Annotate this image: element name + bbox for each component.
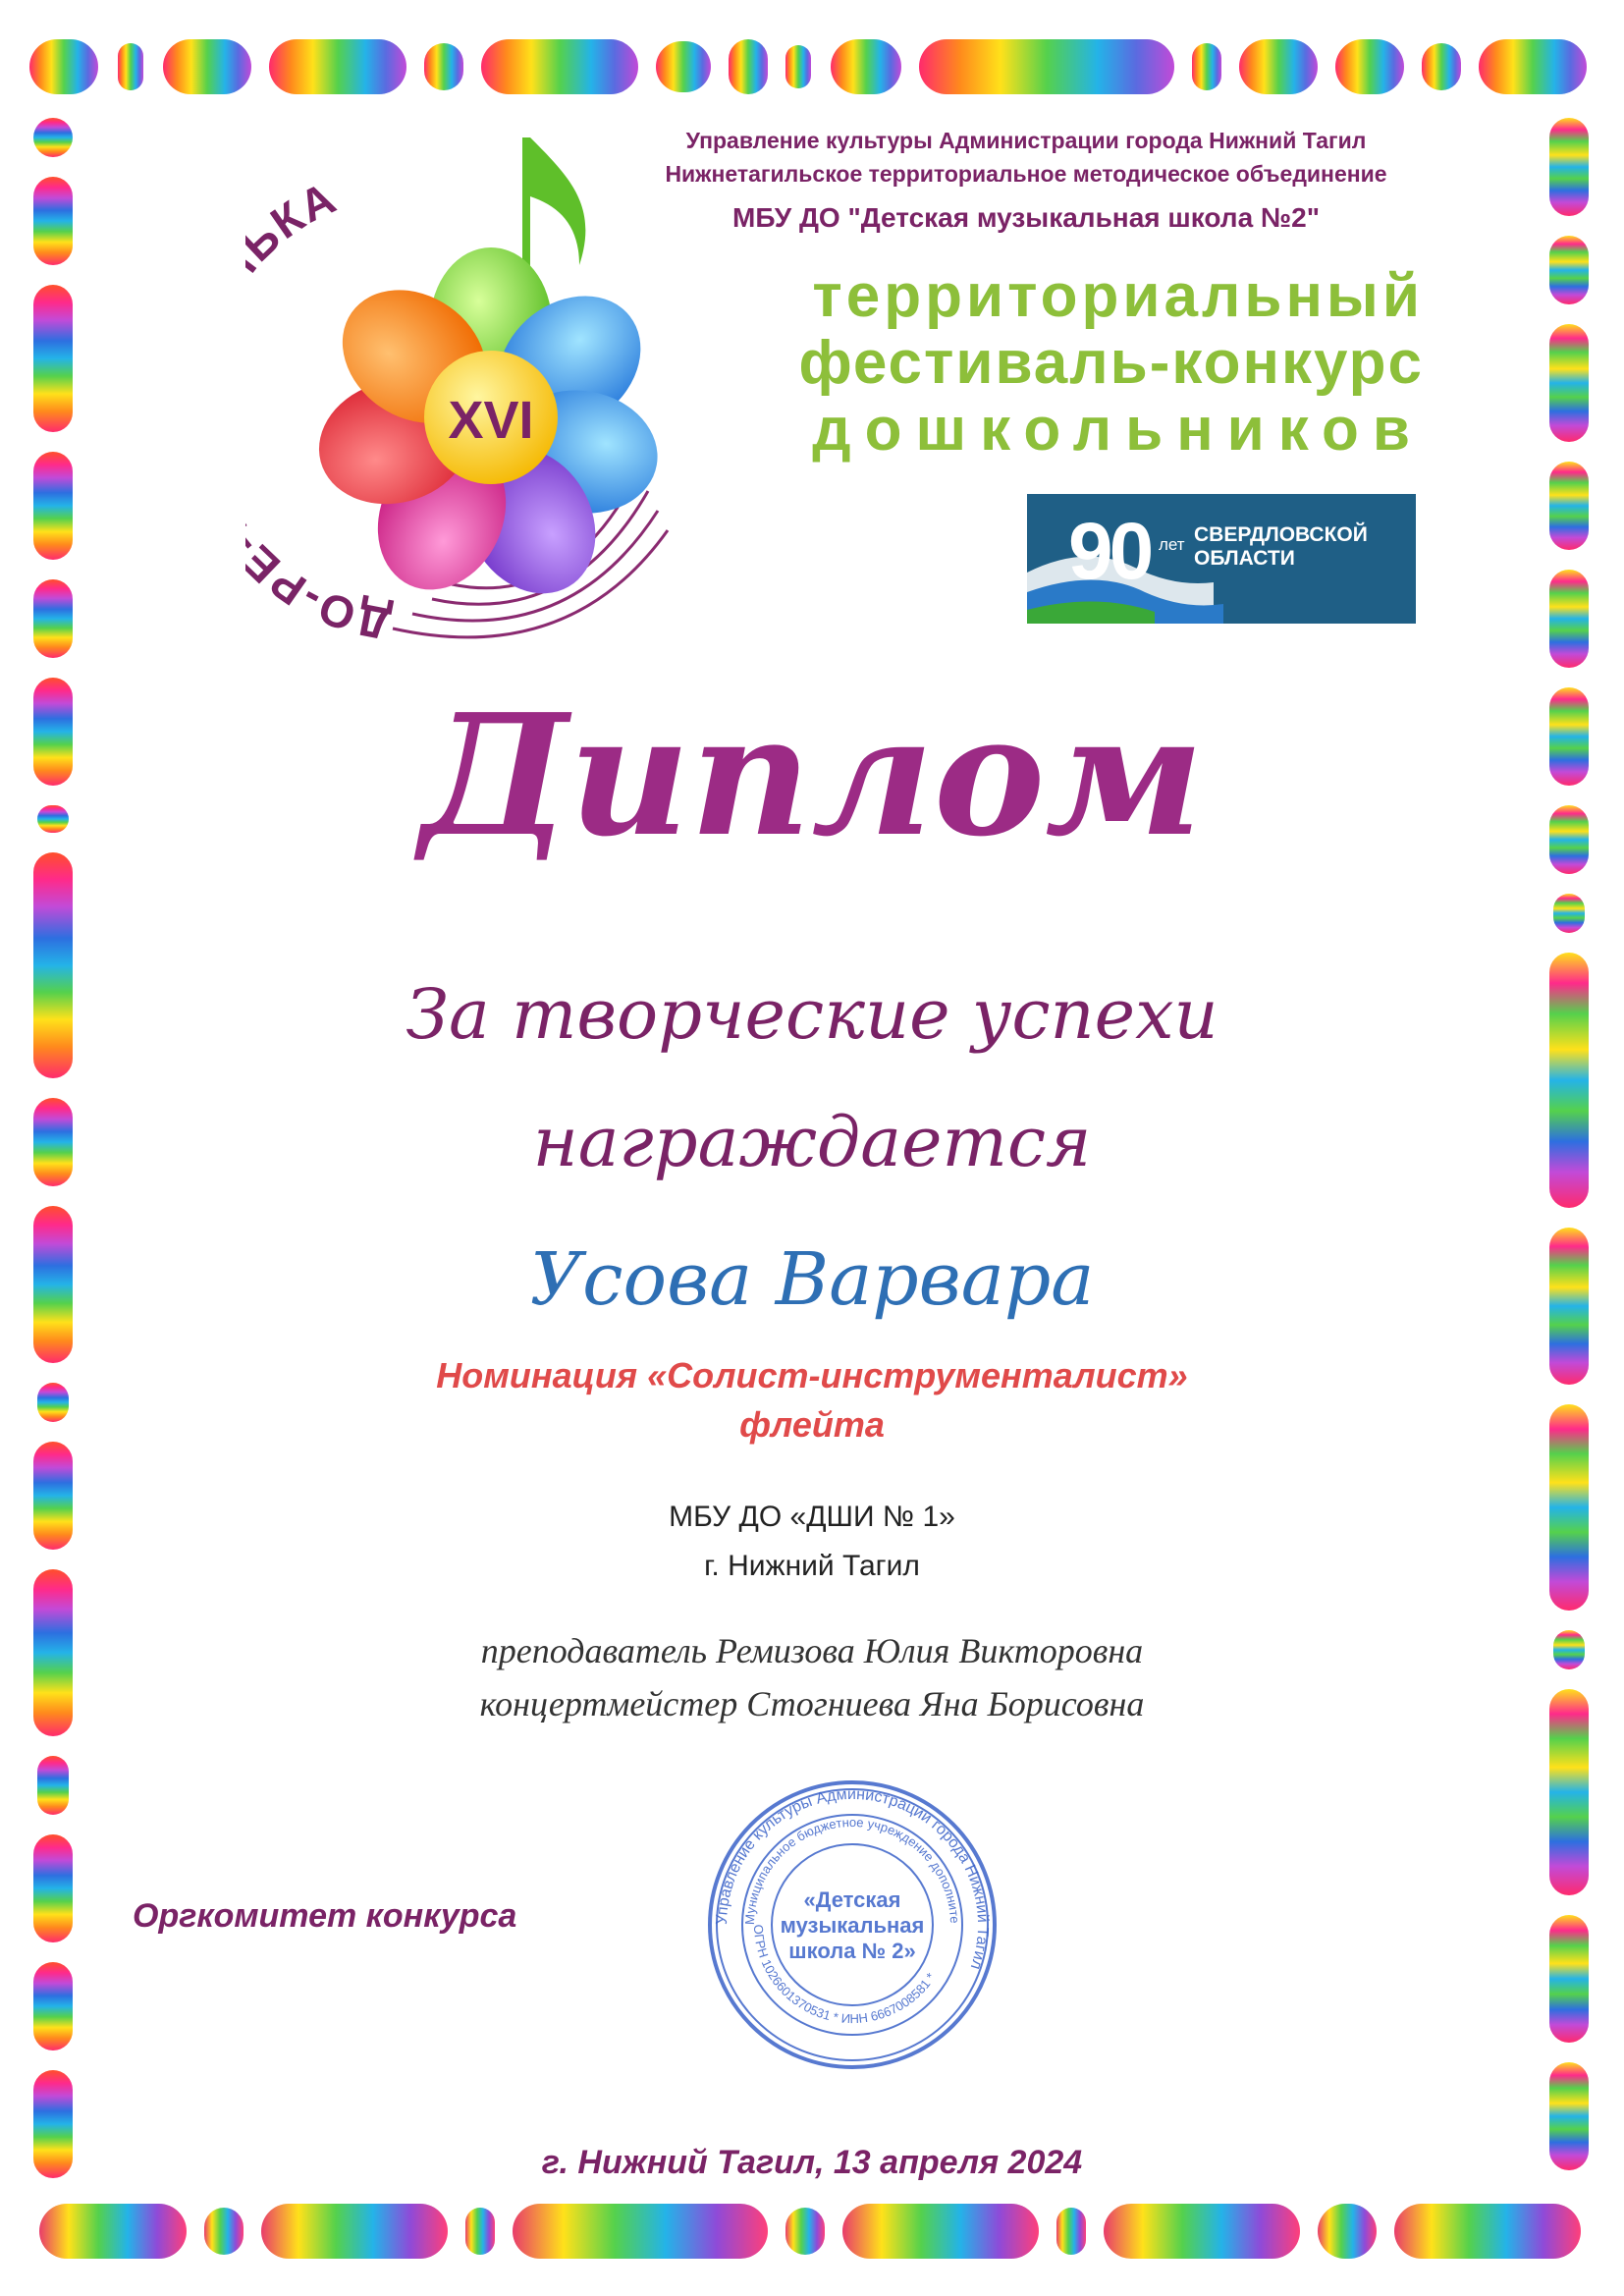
stamp-center-2: музыкальная — [780, 1913, 925, 1938]
festival-title — [628, 263, 1424, 464]
anniversary-number: 90 — [1068, 507, 1151, 596]
nomination: Номинация «Солист-инструменталист» — [436, 1355, 1188, 1395]
stamp-codes: ОГРН 1026601370531 * ИНН 6667008581 * — [750, 1924, 939, 2027]
diploma-title: Диплом — [420, 678, 1204, 874]
school-line: МБУ ДО "Детская музыкальная школа №2" — [732, 202, 1320, 233]
recipient-school: МБУ ДО «ДШИ № 1» — [669, 1501, 955, 1533]
region-line-1: СВЕРДЛОВСКОЙ — [1194, 523, 1368, 546]
accompanist: концертмейстер Стогниева Яна Борисовна — [479, 1684, 1145, 1723]
festival-title-line-3: дошкольников — [812, 396, 1424, 464]
stamp-outer-text: Управление культуры Администрации города Нижний Тагил — [713, 1785, 992, 1972]
org-line-2: Нижнетагильское территориальное методическое объединение — [665, 161, 1387, 187]
festival-title-line-1: территориальный — [812, 262, 1424, 330]
official-stamp — [705, 1777, 1000, 2072]
edition-number: XVI — [448, 391, 534, 450]
stamp-center-3: школа № 2» — [788, 1939, 916, 1963]
diploma-subtitle-2: награждается — [532, 1102, 1092, 1182]
anniversary-badge — [1027, 494, 1416, 624]
stamp-center-1: «Детская — [803, 1887, 901, 1912]
anniversary-region — [1194, 523, 1368, 571]
diploma-subtitle-1: За творческие успехи — [406, 974, 1218, 1055]
festival-title-line-2: фестиваль-конкурс — [798, 329, 1424, 397]
organizing-committee: Оргкомитет конкурса — [133, 1897, 517, 1935]
region-line-2: ОБЛАСТИ — [1194, 547, 1295, 570]
recipient-name: Усова Варвара — [529, 1237, 1095, 1322]
footer-place-date: г. Нижний Тагил, 13 апреля 2024 — [541, 2144, 1083, 2181]
org-line-1: Управление культуры Администрации города Нижний Тагил — [685, 128, 1367, 153]
anniversary-years: лет — [1159, 535, 1185, 554]
instrument: флейта — [739, 1404, 885, 1445]
teacher: преподаватель Ремизова Юлия Викторовна — [480, 1631, 1144, 1670]
recipient-city: г. Нижний Тагил — [704, 1550, 920, 1582]
stamp-middle-text: Муниципальное бюджетное учреждение дополните — [741, 1814, 963, 1926]
festival-name-arc: ДО-Р КА — [259, 171, 395, 648]
header — [628, 124, 1424, 238]
